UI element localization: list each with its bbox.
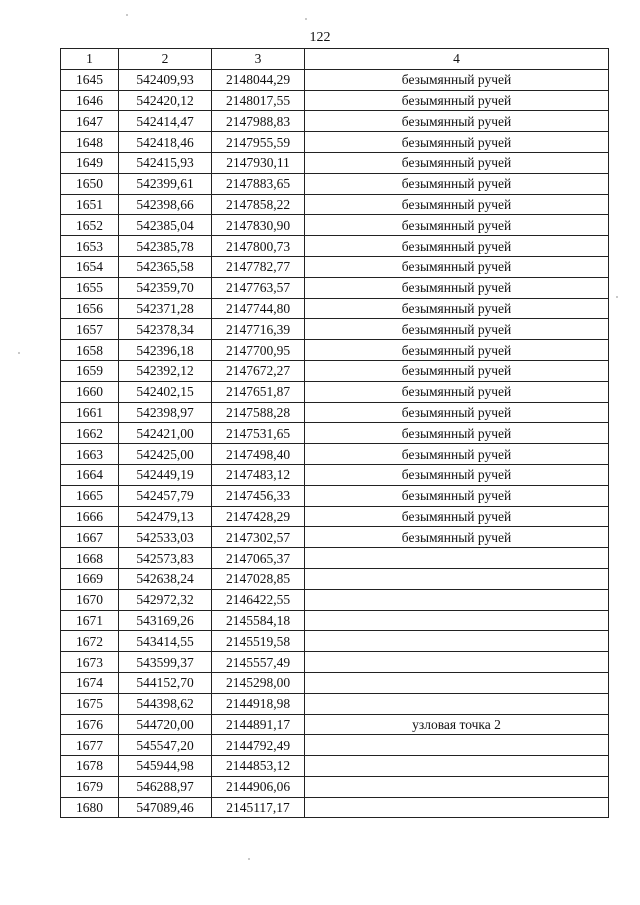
table-row <box>61 485 609 506</box>
table-cell-col-1: 1647 <box>61 111 119 132</box>
column-header-3: 3 <box>212 49 305 70</box>
table-cell-col-2: 542421,00 <box>119 423 212 444</box>
table-cell-col-3: 2147065,37 <box>212 548 305 569</box>
table-cell-col-1: 1666 <box>61 506 119 527</box>
table-cell-col-1: 1657 <box>61 319 119 340</box>
table-cell-col-2: 542385,78 <box>119 236 212 257</box>
table-cell-col-3: 2147531,65 <box>212 423 305 444</box>
table-cell-col-2: 544152,70 <box>119 672 212 693</box>
table-cell-col-4: безымянный ручей <box>305 506 609 527</box>
table-cell-col-4 <box>305 735 609 756</box>
table-cell-col-1: 1659 <box>61 360 119 381</box>
table-row <box>61 444 609 465</box>
scan-speck <box>616 296 618 298</box>
table-cell-col-2: 542359,70 <box>119 277 212 298</box>
table-cell-col-2: 542365,58 <box>119 256 212 277</box>
table-row <box>61 714 609 735</box>
table-cell-col-1: 1646 <box>61 90 119 111</box>
table-cell-col-2: 543599,37 <box>119 652 212 673</box>
table-cell-col-1: 1661 <box>61 402 119 423</box>
scan-speck <box>305 18 307 20</box>
table-cell-col-4 <box>305 756 609 777</box>
table-cell-col-1: 1674 <box>61 672 119 693</box>
table-cell-col-1: 1660 <box>61 381 119 402</box>
table-cell-col-3: 2147028,85 <box>212 568 305 589</box>
table-cell-col-3: 2145298,00 <box>212 672 305 693</box>
table-cell-col-1: 1656 <box>61 298 119 319</box>
table-cell-col-4: безымянный ручей <box>305 236 609 257</box>
table-row <box>61 173 609 194</box>
table-cell-col-1: 1673 <box>61 652 119 673</box>
table-cell-col-1: 1655 <box>61 277 119 298</box>
table-cell-col-2: 542972,32 <box>119 589 212 610</box>
table-row <box>61 111 609 132</box>
table-row <box>61 652 609 673</box>
table-row <box>61 194 609 215</box>
table-cell-col-3: 2147858,22 <box>212 194 305 215</box>
table-cell-col-4: безымянный ручей <box>305 402 609 423</box>
table-cell-col-3: 2147716,39 <box>212 319 305 340</box>
table-cell-col-4 <box>305 589 609 610</box>
table-cell-col-3: 2147498,40 <box>212 444 305 465</box>
table-row <box>61 672 609 693</box>
table-cell-col-4 <box>305 548 609 569</box>
page-number: 122 <box>309 30 331 45</box>
table-cell-col-2: 542449,19 <box>119 464 212 485</box>
table-row <box>61 797 609 818</box>
table-cell-col-3: 2147651,87 <box>212 381 305 402</box>
table-row <box>61 340 609 361</box>
table-cell-col-1: 1667 <box>61 527 119 548</box>
table-row <box>61 360 609 381</box>
table-cell-col-2: 544720,00 <box>119 714 212 735</box>
table-cell-col-4 <box>305 652 609 673</box>
table-cell-col-4: безымянный ручей <box>305 215 609 236</box>
table-row <box>61 319 609 340</box>
table-cell-col-3: 2144853,12 <box>212 756 305 777</box>
table-row <box>61 402 609 423</box>
table-row <box>61 277 609 298</box>
table-cell-col-4 <box>305 568 609 589</box>
scan-speck <box>248 858 250 860</box>
table-row <box>61 756 609 777</box>
table-cell-col-3: 2147782,77 <box>212 256 305 277</box>
table-row <box>61 236 609 257</box>
table-cell-col-3: 2145117,17 <box>212 797 305 818</box>
table-cell-col-3: 2144918,98 <box>212 693 305 714</box>
table-cell-col-3: 2146422,55 <box>212 589 305 610</box>
table-cell-col-1: 1669 <box>61 568 119 589</box>
table-cell-col-2: 543414,55 <box>119 631 212 652</box>
table-cell-col-1: 1678 <box>61 756 119 777</box>
table-cell-col-1: 1672 <box>61 631 119 652</box>
table-cell-col-2: 542414,47 <box>119 111 212 132</box>
table-row <box>61 548 609 569</box>
table-cell-col-2: 542398,66 <box>119 194 212 215</box>
table-cell-col-3: 2145519,58 <box>212 631 305 652</box>
table-cell-col-4: безымянный ручей <box>305 381 609 402</box>
table-cell-col-4: безымянный ручей <box>305 111 609 132</box>
table-header-row <box>61 49 609 70</box>
table-row <box>61 381 609 402</box>
table-cell-col-3: 2144792,49 <box>212 735 305 756</box>
table-cell-col-1: 1662 <box>61 423 119 444</box>
table-cell-col-3: 2147988,83 <box>212 111 305 132</box>
table-cell-col-4: безымянный ручей <box>305 194 609 215</box>
table-cell-col-3: 2145584,18 <box>212 610 305 631</box>
table-cell-col-1: 1664 <box>61 464 119 485</box>
table-cell-col-2: 542418,46 <box>119 132 212 153</box>
table-cell-col-4: безымянный ручей <box>305 423 609 444</box>
table-cell-col-4 <box>305 776 609 797</box>
table-cell-col-1: 1671 <box>61 610 119 631</box>
table-cell-col-2: 545547,20 <box>119 735 212 756</box>
table-cell-col-4: безымянный ручей <box>305 90 609 111</box>
table-cell-col-1: 1652 <box>61 215 119 236</box>
table-cell-col-2: 542479,13 <box>119 506 212 527</box>
table-row <box>61 776 609 797</box>
table-cell-col-3: 2147672,27 <box>212 360 305 381</box>
table-cell-col-3: 2145557,49 <box>212 652 305 673</box>
table-row <box>61 215 609 236</box>
table-cell-col-2: 542371,28 <box>119 298 212 319</box>
table-cell-col-2: 543169,26 <box>119 610 212 631</box>
column-header-1: 1 <box>61 49 119 70</box>
table-cell-col-4: безымянный ручей <box>305 69 609 90</box>
table-body <box>61 69 609 818</box>
column-header-2: 2 <box>119 49 212 70</box>
table-cell-col-3: 2148017,55 <box>212 90 305 111</box>
table-cell-col-4: узловая точка 2 <box>305 714 609 735</box>
table-cell-col-3: 2147955,59 <box>212 132 305 153</box>
table-cell-col-1: 1679 <box>61 776 119 797</box>
table-row <box>61 610 609 631</box>
table-cell-col-2: 542638,24 <box>119 568 212 589</box>
table-cell-col-1: 1680 <box>61 797 119 818</box>
table-cell-col-2: 542573,83 <box>119 548 212 569</box>
table-cell-col-3: 2147930,11 <box>212 152 305 173</box>
table-cell-col-1: 1654 <box>61 256 119 277</box>
table-cell-col-2: 542398,97 <box>119 402 212 423</box>
table-cell-col-4: безымянный ручей <box>305 340 609 361</box>
table-cell-col-3: 2147428,29 <box>212 506 305 527</box>
table-cell-col-3: 2147456,33 <box>212 485 305 506</box>
table-row <box>61 152 609 173</box>
table-cell-col-4: безымянный ручей <box>305 485 609 506</box>
table-cell-col-4: безымянный ручей <box>305 444 609 465</box>
table-cell-col-2: 544398,62 <box>119 693 212 714</box>
table-cell-col-2: 542392,12 <box>119 360 212 381</box>
table-cell-col-4: безымянный ручей <box>305 256 609 277</box>
table-cell-col-1: 1651 <box>61 194 119 215</box>
table-cell-col-3: 2147483,12 <box>212 464 305 485</box>
table-cell-col-4 <box>305 797 609 818</box>
table-cell-col-4 <box>305 610 609 631</box>
table-row <box>61 90 609 111</box>
table-cell-col-3: 2147302,57 <box>212 527 305 548</box>
table-cell-col-2: 542533,03 <box>119 527 212 548</box>
table-cell-col-4: безымянный ручей <box>305 319 609 340</box>
table-cell-col-4 <box>305 693 609 714</box>
table-cell-col-1: 1677 <box>61 735 119 756</box>
scan-speck <box>18 352 20 354</box>
table-cell-col-1: 1649 <box>61 152 119 173</box>
table-cell-col-1: 1670 <box>61 589 119 610</box>
table-cell-col-2: 542402,15 <box>119 381 212 402</box>
table-cell-col-4: безымянный ручей <box>305 298 609 319</box>
table-cell-col-2: 542415,93 <box>119 152 212 173</box>
table-cell-col-3: 2147830,90 <box>212 215 305 236</box>
table-cell-col-3: 2147763,57 <box>212 277 305 298</box>
table-cell-col-1: 1665 <box>61 485 119 506</box>
table-cell-col-2: 542396,18 <box>119 340 212 361</box>
table-cell-col-1: 1676 <box>61 714 119 735</box>
table-row <box>61 589 609 610</box>
table-cell-col-2: 546288,97 <box>119 776 212 797</box>
table-row <box>61 735 609 756</box>
table-cell-col-4: безымянный ручей <box>305 464 609 485</box>
table-cell-col-1: 1653 <box>61 236 119 257</box>
table-cell-col-2: 542385,04 <box>119 215 212 236</box>
table-row <box>61 693 609 714</box>
table-cell-col-2: 545944,98 <box>119 756 212 777</box>
table-cell-col-4 <box>305 631 609 652</box>
table-row <box>61 464 609 485</box>
table-cell-col-2: 542378,34 <box>119 319 212 340</box>
table-row <box>61 423 609 444</box>
table-cell-col-1: 1645 <box>61 69 119 90</box>
table-cell-col-4: безымянный ручей <box>305 277 609 298</box>
column-header-4: 4 <box>305 49 609 70</box>
table-cell-col-4: безымянный ручей <box>305 152 609 173</box>
table-cell-col-1: 1668 <box>61 548 119 569</box>
scan-speck <box>126 14 128 16</box>
table-cell-col-2: 547089,46 <box>119 797 212 818</box>
table-cell-col-2: 542457,79 <box>119 485 212 506</box>
table-cell-col-2: 542420,12 <box>119 90 212 111</box>
table-row <box>61 568 609 589</box>
table-cell-col-3: 2147588,28 <box>212 402 305 423</box>
table-cell-col-1: 1675 <box>61 693 119 714</box>
table-cell-col-3: 2147744,80 <box>212 298 305 319</box>
table-cell-col-3: 2148044,29 <box>212 69 305 90</box>
table-cell-col-4: безымянный ручей <box>305 173 609 194</box>
table-cell-col-2: 542425,00 <box>119 444 212 465</box>
table-cell-col-3: 2147800,73 <box>212 236 305 257</box>
table-row <box>61 298 609 319</box>
table-row <box>61 132 609 153</box>
table-row <box>61 506 609 527</box>
coordinates-table <box>60 48 609 818</box>
table-cell-col-3: 2144891,17 <box>212 714 305 735</box>
table-cell-col-4 <box>305 672 609 693</box>
table-row <box>61 631 609 652</box>
table-cell-col-2: 542399,61 <box>119 173 212 194</box>
table-cell-col-1: 1663 <box>61 444 119 465</box>
table-cell-col-1: 1648 <box>61 132 119 153</box>
table-cell-col-3: 2147883,65 <box>212 173 305 194</box>
table-cell-col-3: 2144906,06 <box>212 776 305 797</box>
table-row <box>61 69 609 90</box>
table-row <box>61 256 609 277</box>
table-cell-col-3: 2147700,95 <box>212 340 305 361</box>
table-cell-col-4: безымянный ручей <box>305 360 609 381</box>
table-cell-col-1: 1658 <box>61 340 119 361</box>
table-row <box>61 527 609 548</box>
table-cell-col-1: 1650 <box>61 173 119 194</box>
table-cell-col-4: безымянный ручей <box>305 132 609 153</box>
table-cell-col-2: 542409,93 <box>119 69 212 90</box>
table-cell-col-4: безымянный ручей <box>305 527 609 548</box>
